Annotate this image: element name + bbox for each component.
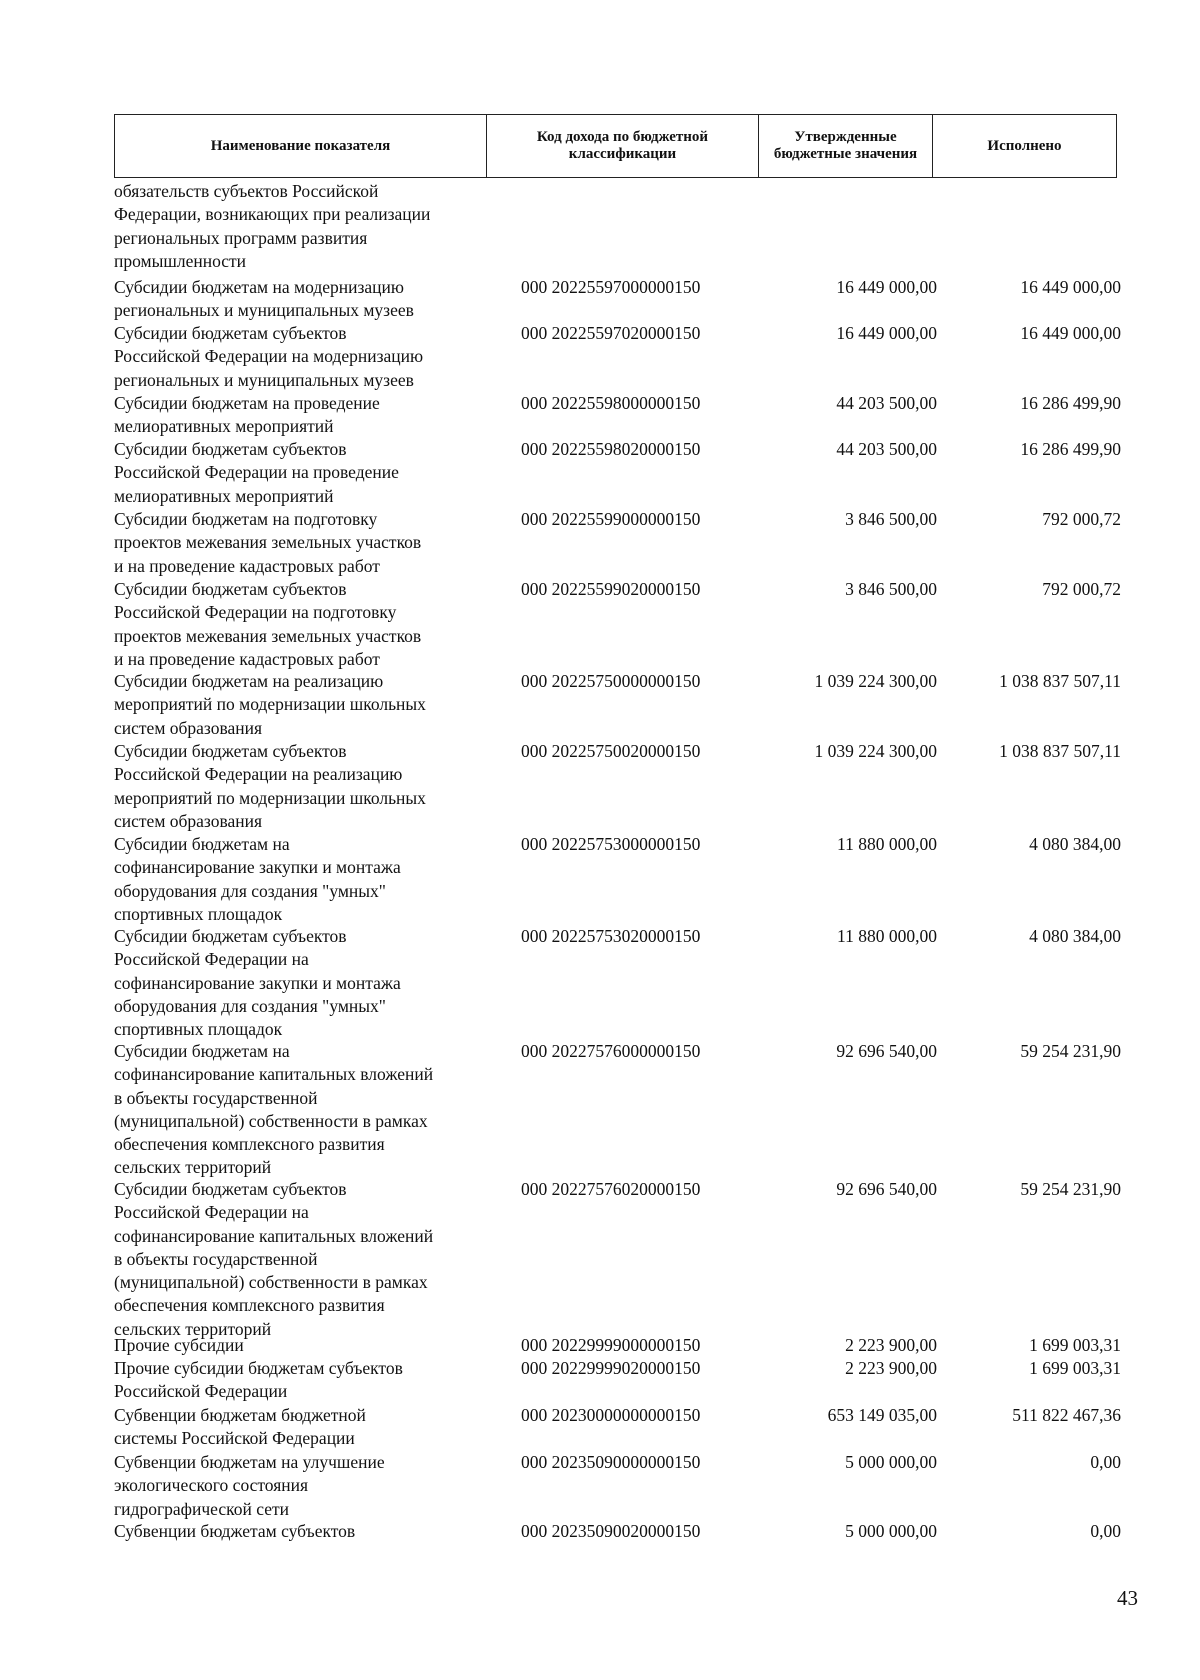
- row-name-line: Субсидии бюджетам на модернизацию: [114, 277, 404, 297]
- row-name-line: Субсидии бюджетам на проведение: [114, 393, 380, 413]
- row-name-line: Российской Федерации на: [114, 1202, 309, 1223]
- row-approved: 92 696 540,00: [836, 1179, 937, 1199]
- row-code: 000 20235090020000150: [521, 1521, 701, 1541]
- row-code: 000 20225599000000150: [521, 509, 701, 529]
- row-name-line: Российской Федерации на подготовку: [114, 602, 397, 623]
- row-name: [114, 578, 486, 671]
- row-name: [114, 180, 486, 273]
- row-name-line: Субсидии бюджетам субъектов: [114, 1179, 347, 1199]
- row-name-line: софинансирование закупки и монтажа: [114, 857, 401, 878]
- row-code: 000 20230000000000150: [521, 1405, 701, 1425]
- row-name-line: Субсидии бюджетам субъектов: [114, 579, 347, 599]
- row-name-line: сельских территорий: [114, 1157, 272, 1178]
- row-code: 000 20225599020000150: [521, 579, 701, 599]
- row-code: 000 20229999000000150: [521, 1335, 701, 1355]
- row-name-line: и на проведение кадастровых работ: [114, 648, 380, 669]
- row-approved: 1 039 224 300,00: [814, 741, 937, 761]
- row-approved: 1 039 224 300,00: [814, 671, 937, 691]
- row-executed: 16 449 000,00: [1020, 323, 1121, 343]
- row-name-line: Субсидии бюджетам на: [114, 834, 290, 854]
- row-approved: 3 846 500,00: [845, 579, 937, 599]
- row-executed: 792 000,72: [1042, 579, 1121, 599]
- row-name-line: Прочие субсидии бюджетам субъектов: [114, 1358, 403, 1378]
- row-executed: 16 449 000,00: [1020, 277, 1121, 297]
- row-name-line: гидрографической сети: [114, 1498, 289, 1519]
- row-name-line: Субсидии бюджетам субъектов: [114, 323, 347, 343]
- header-executed: Исполнено: [933, 115, 1117, 178]
- row-name-line: Субвенции бюджетам на улучшение: [114, 1452, 385, 1472]
- row-code: 000 20227576000000150: [521, 1041, 701, 1061]
- row-name-line: софинансирование капитальных вложений: [114, 1225, 434, 1246]
- row-executed: 59 254 231,90: [1020, 1041, 1121, 1061]
- row-executed: 1 699 003,31: [1029, 1358, 1121, 1378]
- row-executed: 4 080 384,00: [1029, 926, 1121, 946]
- row-name-line: мелиоративных мероприятий: [114, 416, 334, 437]
- row-executed: 16 286 499,90: [1020, 439, 1121, 459]
- row-name-line: Субсидии бюджетам на подготовку: [114, 509, 378, 529]
- row-name: [114, 1451, 486, 1521]
- row-name-line: в объекты государственной: [114, 1087, 318, 1108]
- row-name-line: софинансирование капитальных вложений: [114, 1064, 434, 1085]
- header-approved: Утвержденные бюджетные значения: [759, 115, 933, 178]
- row-name-line: спортивных площадок: [114, 903, 283, 924]
- row-name-line: Российской Федерации на проведение: [114, 462, 399, 483]
- row-name-line: софинансирование закупки и монтажа: [114, 972, 401, 993]
- row-name: [114, 1520, 486, 1543]
- row-code: 000 20225597000000150: [521, 277, 701, 297]
- row-code: 000 20227576020000150: [521, 1179, 701, 1199]
- row-name-line: экологического состояния: [114, 1475, 309, 1496]
- row-code: 000 20229999020000150: [521, 1358, 701, 1378]
- row-executed: 16 286 499,90: [1020, 393, 1121, 413]
- row-approved: 653 149 035,00: [827, 1405, 937, 1425]
- row-name: [114, 1357, 486, 1404]
- row-code: 000 20225597020000150: [521, 323, 701, 343]
- row-name-line: Российской Федерации на реализацию: [114, 764, 403, 785]
- row-approved: 5 000 000,00: [845, 1521, 937, 1541]
- row-name-line: мелиоративных мероприятий: [114, 485, 334, 506]
- row-name-line: системы Российской Федерации: [114, 1428, 355, 1449]
- row-name: [114, 1178, 486, 1341]
- row-executed: 1 038 837 507,11: [999, 741, 1121, 761]
- row-name-line: спортивных площадок: [114, 1019, 283, 1040]
- row-name-line: Субсидии бюджетам субъектов: [114, 926, 347, 946]
- row-name-line: региональных и муниципальных музеев: [114, 300, 414, 321]
- row-executed: 511 822 467,36: [1012, 1405, 1121, 1425]
- row-name-line: Российской Федерации на модернизацию: [114, 346, 424, 367]
- page-number: 43: [1117, 1586, 1138, 1610]
- row-approved: 44 203 500,00: [836, 393, 937, 413]
- row-executed: 792 000,72: [1042, 509, 1121, 529]
- row-name-line: промышленности: [114, 250, 247, 271]
- row-name-line: мероприятий по модернизации школьных: [114, 787, 426, 808]
- row-name: [114, 740, 486, 833]
- row-name-line: Федерации, возникающих при реализации: [114, 204, 431, 225]
- row-code: 000 20225750000000150: [521, 671, 701, 691]
- row-approved: 2 223 900,00: [845, 1335, 937, 1355]
- row-name: [114, 1404, 486, 1451]
- row-executed: 1 699 003,31: [1029, 1335, 1121, 1355]
- row-code: 000 20225753000000150: [521, 834, 701, 854]
- row-approved: 11 880 000,00: [837, 926, 937, 946]
- row-name-line: (муниципальной) собственности в рамках: [114, 1272, 428, 1293]
- row-approved: 5 000 000,00: [845, 1452, 937, 1472]
- row-approved: 92 696 540,00: [836, 1041, 937, 1061]
- header-name: Наименование показателя: [115, 115, 487, 178]
- row-approved: 44 203 500,00: [836, 439, 937, 459]
- row-code: 000 20225753020000150: [521, 926, 701, 946]
- row-name-line: обеспечения комплексного развития: [114, 1134, 385, 1155]
- row-name: [114, 392, 486, 439]
- row-executed: 0,00: [1090, 1521, 1121, 1541]
- row-code: 000 20235090000000150: [521, 1452, 701, 1472]
- row-executed: 1 038 837 507,11: [999, 671, 1121, 691]
- row-name-line: Субсидии бюджетам субъектов: [114, 741, 347, 761]
- row-name-line: оборудования для создания "умных": [114, 880, 386, 901]
- row-name-line: сельских территорий: [114, 1318, 272, 1339]
- row-name: [114, 833, 486, 926]
- header-code: Код дохода по бюджетной классификации: [487, 115, 759, 178]
- row-code: 000 20225598020000150: [521, 439, 701, 459]
- row-approved: 16 449 000,00: [836, 277, 937, 297]
- row-name-line: Российской Федерации: [114, 1381, 288, 1402]
- row-name-line: в объекты государственной: [114, 1248, 318, 1269]
- row-name: [114, 508, 486, 578]
- row-name-line: проектов межевания земельных участков: [114, 532, 422, 553]
- row-name-line: Субвенции бюджетам бюджетной: [114, 1405, 366, 1425]
- row-approved: 16 449 000,00: [836, 323, 937, 343]
- row-approved: 2 223 900,00: [845, 1358, 937, 1378]
- row-name: [114, 670, 486, 740]
- row-code: 000 20225598000000150: [521, 393, 701, 413]
- row-name-line: систем образования: [114, 810, 263, 831]
- row-name-line: Субсидии бюджетам субъектов: [114, 439, 347, 459]
- row-name-line: Субсидии бюджетам на: [114, 1041, 290, 1061]
- row-name-line: Субсидии бюджетам на реализацию: [114, 671, 384, 691]
- row-name: [114, 925, 486, 1041]
- row-name-line: (муниципальной) собственности в рамках: [114, 1110, 428, 1131]
- row-name-line: Субвенции бюджетам субъектов: [114, 1521, 356, 1541]
- row-executed: 59 254 231,90: [1020, 1179, 1121, 1199]
- row-name-line: обеспечения комплексного развития: [114, 1295, 385, 1316]
- row-name-line: оборудования для создания "умных": [114, 995, 386, 1016]
- row-name: [114, 1334, 486, 1357]
- row-name: [114, 1040, 486, 1180]
- row-name-line: мероприятий по модернизации школьных: [114, 694, 426, 715]
- row-name-line: систем образования: [114, 717, 263, 738]
- row-name-line: Российской Федерации на: [114, 949, 309, 970]
- row-executed: 4 080 384,00: [1029, 834, 1121, 854]
- row-approved: 3 846 500,00: [845, 509, 937, 529]
- row-name: [114, 438, 486, 508]
- row-name-line: региональных и муниципальных музеев: [114, 369, 414, 390]
- row-approved: 11 880 000,00: [837, 834, 937, 854]
- row-executed: 0,00: [1090, 1452, 1121, 1472]
- row-name: [114, 322, 486, 392]
- row-name-line: обязательств субъектов Российской: [114, 181, 379, 201]
- row-name: [114, 276, 486, 323]
- row-name-line: региональных программ развития: [114, 227, 368, 248]
- row-code: 000 20225750020000150: [521, 741, 701, 761]
- row-name-line: Прочие субсидии: [114, 1335, 244, 1355]
- row-name-line: проектов межевания земельных участков: [114, 625, 422, 646]
- row-name-line: и на проведение кадастровых работ: [114, 555, 380, 576]
